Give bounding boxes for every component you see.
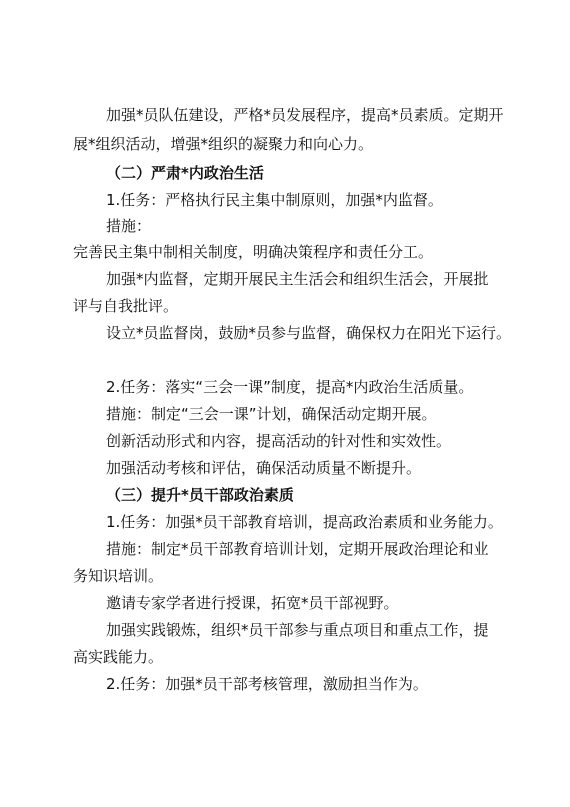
paragraph-line: 加强实践锻炼，组织*员干部参与重点项目和重点工作，提 <box>106 621 489 639</box>
paragraph-line: 加强*员队伍建设，严格*员发展程序，提高*员素质。定期开 <box>106 106 504 124</box>
paragraph-line: 展*组织活动，增强*组织的凝聚力和向心力。 <box>73 135 374 153</box>
paragraph-line: 务知识培训。 <box>73 567 164 585</box>
section-heading: （二）严肃*内政治生活 <box>106 164 264 182</box>
paragraph-line: 完善民主集中制相关制度，明确决策程序和责任分工。 <box>73 243 434 261</box>
paragraph-line: 加强*内监督，定期开展民主生活会和组织生活会，开展批 <box>106 270 489 288</box>
paragraph-line: 措施：制定*员干部教育培训计划，定期开展政治理论和业 <box>106 540 489 558</box>
paragraph-line: 高实践能力。 <box>73 648 164 666</box>
paragraph-line: 2.任务：落实“三会一课”制度，提高*内政治生活质量。 <box>106 378 474 396</box>
paragraph-line: 2.任务：加强*员干部考核管理，激励担当作为。 <box>106 675 428 693</box>
paragraph-line: 邀请专家学者进行授课，拓宽*员干部视野。 <box>106 594 399 612</box>
paragraph-line: 评与自我批评。 <box>73 297 179 315</box>
paragraph-line: 1.任务：加强*员干部教育培训，提高政治素质和业务能力。 <box>106 513 503 531</box>
paragraph-line: 1.任务：严格执行民主集中制原则，加强*内监督。 <box>106 191 443 209</box>
section-heading: （三）提升*员干部政治素质 <box>106 486 294 504</box>
paragraph-line: 加强活动考核和评估，确保活动质量不断提升。 <box>106 459 422 477</box>
paragraph-line: 创新活动形式和内容，提高活动的针对性和实效性。 <box>106 432 452 450</box>
paragraph-line: 措施： <box>106 217 152 235</box>
paragraph-line: 措施：制定“三会一课”计划，确保活动定期开展。 <box>106 405 437 423</box>
paragraph-line: 设立*员监督岗，鼓励*员参与监督，确保权力在阳光下运行。 <box>106 324 512 342</box>
